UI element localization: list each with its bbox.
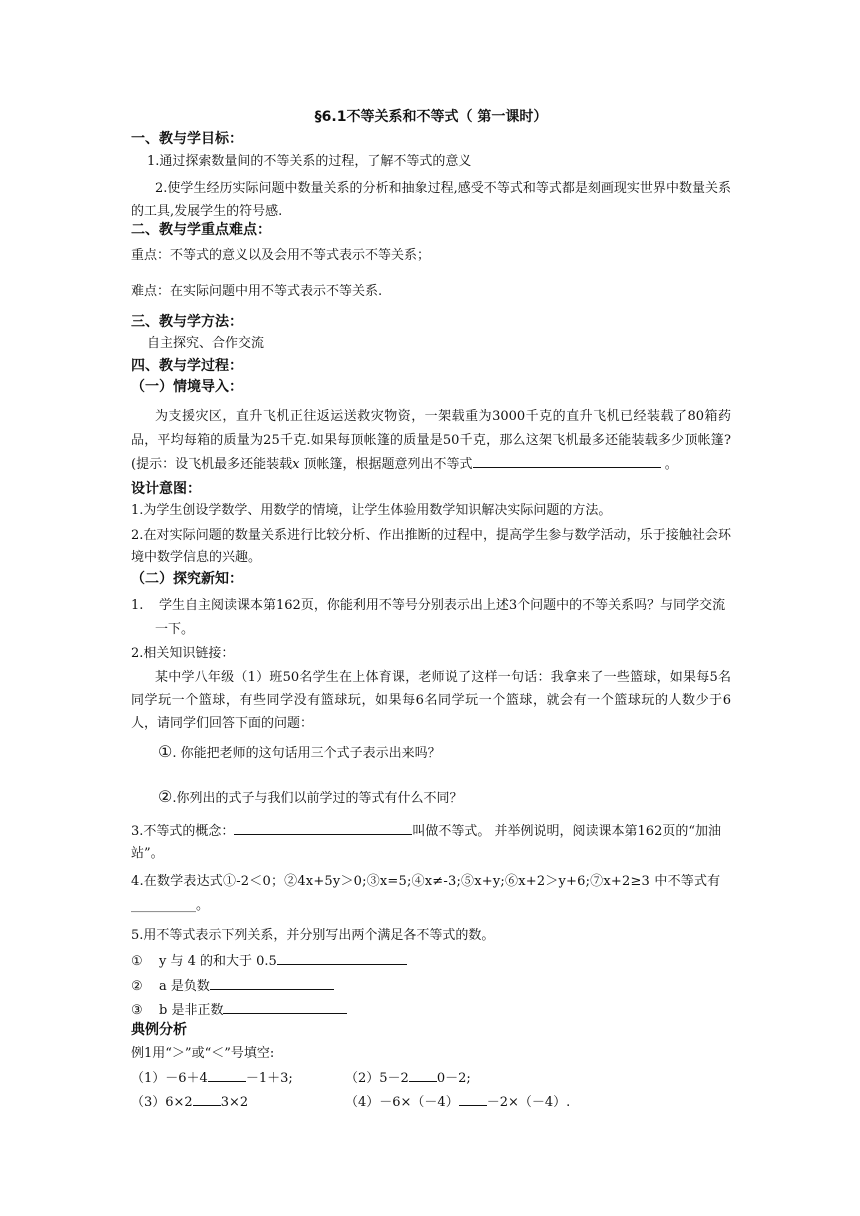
question-3-text-b: 叫做不等式。 并举例说明，阅读课本第162页的“加油站”。: [131, 824, 721, 861]
q5-item-2-marker: ②: [131, 979, 143, 994]
section-heading-goals: 一、教与学目标：: [131, 131, 243, 147]
goal-item-1: 1.通过探索数量间的不等关系的过程，了解不等式的意义: [147, 154, 472, 169]
question-1-line-1: 学生自主阅读课本第162页，你能利用不等号分别表示出上述3个问题中的不等关系吗？与同学交流: [159, 598, 726, 613]
q5-item-1-blank[interactable]: [277, 952, 407, 965]
section-heading-keypoints: 二、教与学重点难点：: [131, 222, 271, 238]
part-2-left: （2）5－2: [345, 1071, 409, 1086]
scenario-text-b: 顶帐篷，根据题意列出不等式: [299, 457, 473, 472]
question-3: [131, 821, 731, 865]
part-4-blank[interactable]: [459, 1093, 487, 1106]
q5-item-2-text: a 是负数: [159, 979, 210, 994]
q5-item-3-blank[interactable]: [223, 1001, 347, 1014]
scenario-text-a: 为支援灾区，直升飞机正往返运送救灾物资，一架载重为3000千克的直升飞机已经装载了80箱药品，平均每箱的质量为25千克.如果每顶帐篷的质量是50千克，那么这架飞机最多还能装载多少顶帐篷?(提示：设飞机最多还能装载: [131, 409, 731, 472]
part-2-right: 0－2;: [436, 1071, 471, 1086]
subsection-heading-intro: （一）情境导入：: [131, 379, 243, 395]
part-1-left: （1）－6＋4: [131, 1071, 208, 1086]
difficult-point: 难点：在实际问题中用不等式表示不等关系.: [131, 284, 383, 299]
part-1-blank[interactable]: [208, 1069, 246, 1082]
q5-item-2: [131, 977, 731, 996]
sub-question-2-text: .你列出的式子与我们以前学过的等式有什么不同？: [172, 791, 463, 806]
sub-question-1: [158, 743, 758, 763]
q5-item-3-text: b 是非正数: [159, 1003, 224, 1018]
section-heading-process: 四、教与学过程：: [131, 358, 243, 374]
q5-item-1-marker: ①: [131, 954, 143, 969]
sub-question-2-marker: ②: [158, 787, 173, 806]
part-3-right: 3×2: [220, 1095, 249, 1110]
scenario-variable: x: [292, 457, 300, 472]
part-4-right: －2×（－4）.: [486, 1095, 571, 1110]
example-1-part-4: [345, 1093, 725, 1112]
question-1: [131, 597, 731, 615]
q5-item-1-text: y 与 4 的和大于 0.5: [159, 954, 277, 969]
q5-item-1: [131, 952, 731, 971]
question-2: 2.相关知识链接：: [131, 646, 235, 661]
part-3-left: （3）6×2: [131, 1095, 193, 1110]
design-intent-heading: 设计意图：: [131, 481, 201, 497]
example-1: 例1用“＞”或“＜”号填空:: [131, 1046, 275, 1061]
goal-item-2: 2.使学生经历实际问题中数量关系的分析和抽象过程,感受不等式和等式都是刻画现实世界中数量关系的工具,发展学生的符号感.: [131, 181, 731, 219]
key-point: 重点：不等式的意义以及会用不等式表示不等关系；: [131, 248, 431, 263]
teaching-method: 自主探究、合作交流: [147, 336, 265, 351]
q5-item-3: [131, 1001, 731, 1020]
question-4-blank[interactable]: __________。: [131, 898, 210, 913]
part-3-blank[interactable]: [193, 1093, 221, 1106]
examples-heading: 典例分析: [131, 1022, 187, 1038]
inequality-blank[interactable]: [473, 455, 661, 468]
sub-question-1-marker: ①: [158, 742, 173, 761]
q5-item-2-blank[interactable]: [210, 977, 334, 990]
part-2-blank[interactable]: [409, 1069, 437, 1082]
scenario-end: 。: [664, 457, 678, 472]
question-4: 4.在数学表达式①-2＜0；②4x+5y＞0;③x=5;④x≠-3;⑤x+y;⑥x+2＞y+6;⑦x+2≥3 中不等式有: [131, 874, 721, 889]
page-title: §6.1不等关系和不等式（ 第一课时）: [314, 109, 548, 125]
subsection-heading-explore: （二）探究新知：: [131, 571, 243, 587]
part-4-left: （4）－6×（－4）: [345, 1095, 459, 1110]
sub-question-1-text: . 你能把老师的这句话用三个式子表示出来吗？: [172, 746, 441, 761]
example-1-part-2: [345, 1069, 725, 1088]
part-1-right: －1＋3;: [245, 1071, 293, 1086]
design-intent-1: 1.为学生创设学数学、用数学的情境，让学生体验用数学知识解决实际问题的方法。: [131, 503, 612, 518]
q5-item-3-marker: ③: [131, 1003, 143, 1018]
definition-blank[interactable]: [234, 822, 412, 835]
scenario-paragraph: [131, 405, 731, 477]
question-1-line-2: 一下。: [155, 622, 195, 637]
question-1-number: 1.: [131, 598, 144, 613]
design-intent-2: 2.在对实际问题的数量关系进行比较分析、作出推断的过程中，提高学生参与数学活动，乐于接触社会环境中数学信息的兴趣。: [131, 528, 731, 565]
sub-question-2: [158, 788, 758, 808]
section-heading-methods: 三、教与学方法：: [131, 314, 243, 330]
question-5: 5.用不等式表示下列关系，并分别写出两个满足各不等式的数。: [131, 928, 495, 943]
question-3-text-a: 3.不等式的概念：: [131, 824, 235, 839]
basketball-story: 某中学八年级（1）班50名学生在上体育课，老师说了这样一句话：我拿来了一些篮球，如果每5名同学玩一个篮球，有些同学没有篮球玩，如果每6名同学玩一个篮球，就会有一个篮球玩的人数少于6人，请同学们回答下面的问题：: [131, 670, 731, 731]
